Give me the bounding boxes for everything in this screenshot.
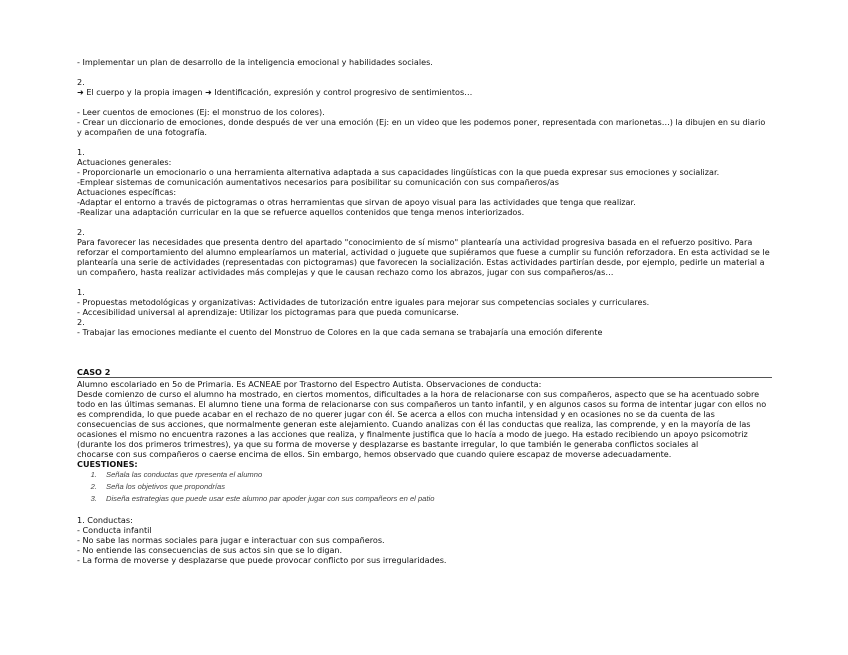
answers-heading: 1. Conductas: <box>77 515 133 525</box>
section-number: 2. <box>77 227 85 237</box>
questions-list <box>77 469 772 505</box>
methodology-item: - Propuestas metodológicas y organizativas: Actividades de tutorización entre iguales para mejorar sus competencias sociales y curriculares. <box>77 297 650 307</box>
read-stories-item: - Leer cuentos de emociones (Ej: el monstruo de los colores). <box>77 107 325 117</box>
question-item <box>77 469 772 481</box>
emotional-plan-item: - Implementar un plan de desarrollo de la inteligencia emocional y habilidades sociales. <box>77 57 433 67</box>
case-description-end: chocarse con sus compañeros o caerse encima de ellos. Sin embargo, hemos observado que cuando quiere escapaz de moverse adecuadamente. <box>77 449 672 459</box>
emotions-story-item: - Trabajar las emociones mediante el cuento del Monstruo de Colores en la que cada semana se trabajaría una emoción diferente <box>77 327 603 337</box>
question-item <box>77 493 772 505</box>
general-action-item: - Proporcionarle un emocionario o una herramienta alternativa adaptada a sus capacidades lingüísticas con la que pueda expresar sus emociones y socializar. <box>77 167 720 177</box>
case-title: CASO 2 <box>77 367 111 377</box>
general-actions-title: Actuaciones generales: <box>77 157 172 167</box>
specific-actions-title: Actuaciones específicas: <box>77 187 177 197</box>
question-number: 2. <box>90 482 97 491</box>
specific-action-item: -Realizar una adaptación curricular en la que se refuerce aquellos contenidos que tenga menos interiorizados. <box>77 207 525 217</box>
section-number: 2. <box>77 77 85 87</box>
question-text: Señala las conductas que rpresenta el alumno <box>106 470 263 479</box>
emotion-dictionary-item: - Crear un diccionario de emociones, donde después de ver una emoción (Ej: en un video que les podemos poner, representada con marionetas…) la dibujen en su diario y acompañen de una fotografía. <box>77 117 766 137</box>
question-text: Diseña estrategias que puede usar este alumno par apoder jugar con sus compañeors en el patio <box>106 494 435 503</box>
answer-item: - Conducta infantil <box>77 525 152 535</box>
answer-item: - No entiende las consecuencias de sus actos sin que se lo digan. <box>77 545 343 555</box>
document-body <box>77 57 772 565</box>
section-number: 2. <box>77 317 85 327</box>
case-description: Desde comienzo de curso el alumno ha mostrado, en ciertos momentos, dificultades a la hora de relacionarse con sus compañeros, aspecto que se ha acentuado sobre todo en las últimas semanas. El alumno tiene una forma de relacionarse con sus compañeros un tanto infantil, y en algunos casos su forma de intentar jugar con ellos no es comprendida, lo que puede acabar en el rechazo de no querer jugar con él. Se acerca a ellos con mucha intensidad y en ocasiones no se da cuenta de las consecuencias de sus acciones, que normalmente generan este alejamiento. Cuando analizas con él las conductas que realiza, las comprende, y en la mayoría de las ocasiones el mismo no encuentra razones a las acciones que realiza, y finalmente justifica que lo hacía a modo de juego. Ha estado recibiendo un apoyo psicomotriz (durante los dos primeros trimestres), ya que su forma de moverse y desplazarse es bastante irregular, lo que también le generaba conflictos sociales al <box>77 389 767 449</box>
accessibility-item: - Accesibilidad universal al aprendizaje: Utilizar los pictogramas para que pueda comunicarse. <box>77 307 459 317</box>
question-number: 1. <box>90 470 97 479</box>
specific-action-item: -Adaptar el entorno a través de pictogramas o otras herramientas que sirvan de apoyo visual para las actividades que tenga que realizar. <box>77 197 636 207</box>
answer-item: - La forma de moverse y desplazarse que puede provocar conflicto por sus irregularidades. <box>77 555 447 565</box>
questions-title: CUESTIONES: <box>77 459 138 469</box>
topic-line: ➜ El cuerpo y la propia imagen ➜ Identificación, expresión y control progresivo de sentimientos… <box>77 87 473 97</box>
question-number: 3. <box>90 494 97 503</box>
general-action-item: -Emplear sistemas de comunicación aumentativos necesarios para posibilitar su comunicación con sus compañeros/as <box>77 177 559 187</box>
question-item <box>77 481 772 493</box>
case-divider <box>77 377 772 378</box>
answer-item: - No sabe las normas sociales para jugar e interactuar con sus compañeros. <box>77 535 385 545</box>
question-text: Seña los objetivos que propondrías <box>106 482 226 491</box>
section-number: 1. <box>77 287 85 297</box>
section-number: 1. <box>77 147 85 157</box>
progressive-activity-paragraph: Para favorecer las necesidades que presenta dentro del apartado "conocimiento de sí mismo" plantearía una actividad progresiva basada en el refuerzo positivo. Para reforzar el comportamiento del alumno emplearíamos un material, actividad o juguete que supiéramos que fuese a cumplir su función reforzadora. En esta actividad se le plantearía una serie de actividades (representadas con pictogramas) que favorecen la socialización. Estas actividades partirían desde, por ejemplo, pedirle un material a un compañero, hasta realizar actividades más complejas y que le causan rechazo como los abrazos, jugar con sus compañeros/as… <box>77 237 770 277</box>
case-intro: Alumno escolariado en 5o de Primaria. Es ACNEAE por Trastorno del Espectro Autista. Observaciones de conducta: <box>77 379 542 389</box>
